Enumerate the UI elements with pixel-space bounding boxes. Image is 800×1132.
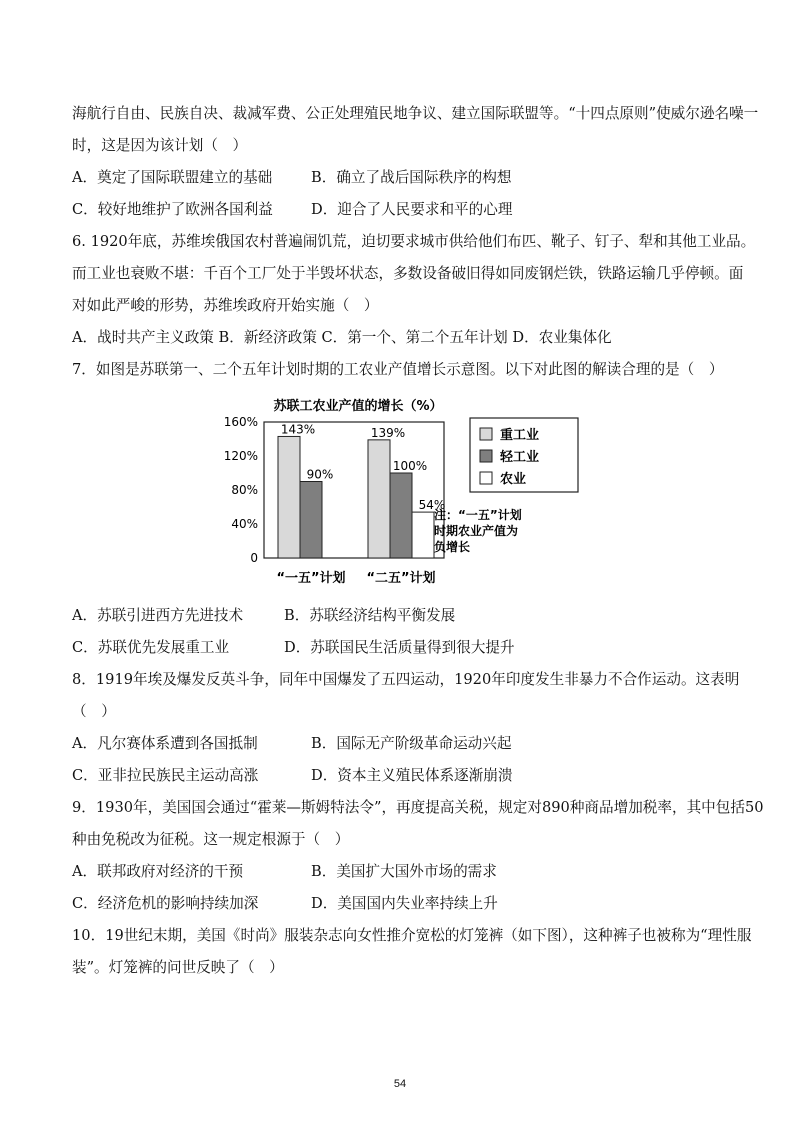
q10-stem-line2: 装”。灯笼裤的问世反映了（ ） [72, 959, 284, 976]
q9-option-a: A．联邦政府对经济的干预 [72, 863, 244, 880]
q9-stem-line1: 9．1930年，美国国会通过“霍莱—斯姆特法令”，再度提高关税，规定对890种商品增加税率，其中包括50 [72, 799, 764, 816]
q6-options: A．战时共产主义政策 B．新经济政策 C．第一个、第二个五年计划 D．农业集体化 [72, 329, 612, 346]
q7-option-a: A．苏联引进西方先进技术 [72, 607, 244, 624]
chart-svg [218, 392, 590, 592]
y-tick-label: 160% [223, 415, 258, 429]
page-number: 54 [393, 1078, 407, 1090]
chart-note-line1: 注：“一五”计划 [434, 508, 522, 522]
q5-option-c: C．较好地维护了欧洲各国利益 [72, 201, 273, 218]
legend-swatch [480, 428, 492, 440]
y-tick-label: 80% [231, 483, 258, 497]
chart-bar [278, 436, 300, 558]
x-category-label: “二五”计划 [366, 571, 436, 586]
q8-option-c: C．亚非拉民族民主运动高涨 [72, 767, 259, 784]
q7-bar-chart [218, 392, 590, 592]
chart-title: 苏联工农业产值的增长（%） [273, 399, 443, 414]
legend-label: 轻工业 [500, 450, 540, 465]
q5-option-d: D．迎合了人民要求和平的心理 [311, 201, 513, 218]
q6-stem-line1: 6. 1920年底，苏维埃俄国农村普遍闹饥荒，迫切要求城市供给他们布匹、靴子、钉子、犁和其他工业品。 [72, 233, 756, 250]
q6-stem-line3: 对如此严峻的形势，苏维埃政府开始实施（ ） [72, 297, 379, 314]
q7-stem: 7．如图是苏联第一、二个五年计划时期的工农业产值增长示意图。以下对此图的解读合理的是（ ） [72, 361, 724, 378]
q9-option-c: C．经济危机的影响持续加深 [72, 895, 259, 912]
q9-option-b: B．美国扩大国外市场的需求 [311, 863, 497, 880]
q7-option-d: D．苏联国民生活质量得到很大提升 [284, 639, 515, 656]
chart-data-label: 54% [418, 498, 446, 513]
chart-bar [300, 482, 322, 559]
q6-stem-line2: 而工业也衰败不堪：千百个工厂处于半毁坏状态，多数设备破旧得如同废钢烂铁，铁路运输几乎停顿。面 [72, 265, 744, 282]
x-category-label: “一五”计划 [276, 571, 346, 586]
q10-stem-line1: 10．19世纪末期，美国《时尚》服装杂志向女性推介宽松的灯笼裤（如下图），这种裤子也被称为“理性服 [72, 927, 752, 944]
chart-bar [368, 440, 390, 558]
chart-note-line3: 负增长 [434, 540, 471, 554]
q9-stem-line2: 种由免税改为征税。这一规定根源于（ ） [72, 831, 350, 848]
chart-data-label: 139% [370, 425, 406, 440]
y-tick-label: 120% [223, 449, 258, 463]
q8-option-a: A．凡尔赛体系遭到各国抵制 [72, 735, 258, 752]
q5-stem-line1: 海航行自由、民族自决、裁减军费、公正处理殖民地争议、建立国际联盟等。“十四点原则”使威尔逊名噪一 [72, 105, 759, 122]
q9-option-d: D．美国国内失业率持续上升 [311, 895, 498, 912]
y-tick-label: 0 [250, 551, 258, 565]
q5-stem-line2: 时，这是因为该计划（ ） [72, 137, 248, 154]
legend-label: 重工业 [500, 428, 540, 443]
legend-swatch [480, 472, 492, 484]
q8-stem-line2: （ ） [72, 703, 116, 720]
q7-option-b: B．苏联经济结构平衡发展 [284, 607, 456, 624]
legend-label: 农业 [500, 472, 527, 487]
y-tick-label: 40% [231, 517, 258, 531]
chart-data-label: 90% [306, 467, 334, 482]
q5-option-a: A．奠定了国际联盟建立的基础 [72, 169, 273, 186]
chart-bar [390, 473, 412, 558]
q8-stem-line1: 8．1919年埃及爆发反英斗争，同年中国爆发了五四运动，1920年印度发生非暴力不合作运动。这表明 [72, 671, 740, 688]
q8-option-d: D．资本主义殖民体系逐渐崩溃 [311, 767, 513, 784]
chart-bar [412, 512, 434, 558]
q8-option-b: B．国际无产阶级革命运动兴起 [311, 735, 512, 752]
chart-data-label: 100% [392, 459, 428, 473]
q7-option-c: C．苏联优先发展重工业 [72, 639, 230, 656]
chart-note-line2: 时期农业产值为 [434, 524, 519, 538]
legend-swatch [480, 450, 492, 462]
chart-data-label: 143% [280, 422, 316, 437]
q5-option-b: B．确立了战后国际秩序的构想 [311, 169, 512, 186]
